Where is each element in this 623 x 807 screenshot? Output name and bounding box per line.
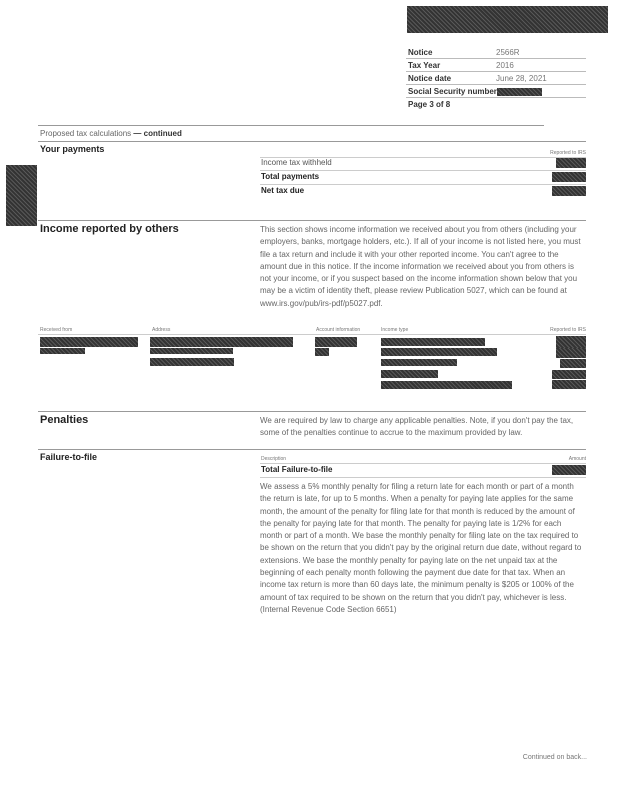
- redacted-side-mark: [6, 165, 37, 226]
- redacted-cell: [150, 358, 234, 366]
- notice-value: 2566R: [496, 48, 520, 57]
- page-row: [406, 99, 586, 110]
- notice-date-label: Notice date: [408, 74, 452, 83]
- payments-row-label: Total payments: [261, 172, 320, 181]
- proposed-title: Proposed tax calculations: [40, 129, 132, 138]
- redacted-cell: [556, 336, 586, 348]
- redacted-cell: [315, 337, 357, 347]
- payments-row-label: Net tax due: [261, 186, 305, 195]
- tax-year-label: Tax Year: [408, 61, 441, 70]
- ftf-title: Failure-to-file: [40, 452, 98, 462]
- col-account-info: Account information: [316, 327, 361, 333]
- redacted-amount: [556, 158, 586, 168]
- redacted-ssn: [497, 88, 542, 96]
- redacted-amount: [552, 172, 586, 182]
- divider: [38, 125, 544, 126]
- redacted-cell: [556, 348, 586, 358]
- ssn-label: Social Security number: [408, 87, 497, 96]
- income-description: This section shows income information we received about you from others (including your employers, banks, mortgage holders, etc.). If all of your income is not listed here, you must file a tax return and include it with your other reported income. You can't agree to the amount due in this notice. If the income information we received about you from others is not your income, or if you suspect based on the income information shown below that you may be a victim of identity theft, please review Publication 5027, which can be found at www.irs.gov/pub/irs-pdf/p5027.pdf.: [260, 225, 581, 308]
- redacted-cell: [40, 348, 85, 354]
- redacted-amount: [552, 465, 586, 475]
- penalties-description: We are required by law to charge any applicable penalties. Note, if you don't pay the tax, some of the penalties continue to accrue to the maximum provided by law.: [260, 416, 574, 438]
- col-income-type: Income type: [381, 327, 409, 333]
- ftf-amount-header: Amount: [568, 456, 586, 462]
- divider: [38, 449, 586, 450]
- redacted-cell: [381, 370, 438, 378]
- redacted-name-block: [407, 6, 608, 33]
- redacted-cell: [552, 380, 586, 389]
- notice-date-row: [406, 73, 586, 85]
- divider: [260, 184, 586, 185]
- proposed-heading: [40, 129, 182, 138]
- redacted-cell: [381, 381, 512, 389]
- payments-row-withheld: [261, 158, 332, 167]
- redacted-amount: [552, 186, 586, 196]
- divider: [38, 334, 586, 335]
- divider: [260, 477, 586, 478]
- redacted-cell: [150, 348, 233, 354]
- divider: [260, 170, 586, 171]
- ftf-description-header: Description: [261, 456, 287, 462]
- payments-row-total: [261, 172, 319, 181]
- redacted-cell: [552, 370, 586, 379]
- divider: [38, 411, 586, 412]
- col-reported-to-irs: Reported to IRS: [550, 327, 586, 333]
- penalties-title: Penalties: [40, 414, 89, 426]
- payments-row-label: Income tax withheld: [261, 158, 332, 167]
- tax-year-value: 2016: [496, 61, 514, 70]
- redacted-cell: [150, 337, 293, 347]
- ssn-row: [406, 86, 586, 98]
- notice-label: Notice: [408, 48, 433, 57]
- proposed-continued: — continued: [133, 129, 182, 138]
- divider: [38, 220, 586, 221]
- continued-on-back: Continued on back...: [522, 754, 587, 761]
- notice-date-value: June 28, 2021: [496, 74, 547, 83]
- tax-year-row: [406, 60, 586, 72]
- ftf-description: We assess a 5% monthly penalty for filing a return late for each month or part of a month the return is late, for up to 5 months. When a penalty for paying late applies for the same month, the amount of the penalty for filing late for that month is reduced by the amount of the penalty for paying late for that month. The penalty for paying late is 1/2% for each month or part of a month. We base the monthly penalty for filing late on the tax required to be shown on the return that you didn't pay by the original return due date, without regard to extensions. We base the monthly penalty for paying late on the net unpaid tax at the beginning of each penalty month following the payment due date for that tax. When an income tax return is more than 60 days late, the minimum penalty is $205 or 100% of the amount of tax required to be shown on the return that you didn't pay, whichever is less. (Internal Revenue Code Section 6651): [260, 482, 582, 614]
- redacted-cell: [315, 348, 329, 356]
- payments-row-net: [261, 186, 304, 195]
- redacted-cell: [560, 359, 586, 368]
- redacted-cell: [381, 338, 485, 346]
- col-address: Address: [152, 327, 171, 333]
- redacted-cell: [40, 337, 138, 347]
- payments-title: Your payments: [40, 144, 105, 154]
- payments-reported-header: Reported to IRS: [550, 150, 586, 156]
- divider: [38, 141, 586, 142]
- income-title: Income reported by others: [40, 223, 179, 235]
- col-received-from: Received from: [40, 327, 73, 333]
- redacted-cell: [381, 359, 457, 366]
- page-number: Page 3 of 8: [408, 100, 451, 109]
- redacted-cell: [381, 348, 497, 356]
- divider: [260, 463, 586, 464]
- ftf-total-label: Total Failure-to-file: [261, 465, 333, 474]
- notice-row: [406, 47, 586, 59]
